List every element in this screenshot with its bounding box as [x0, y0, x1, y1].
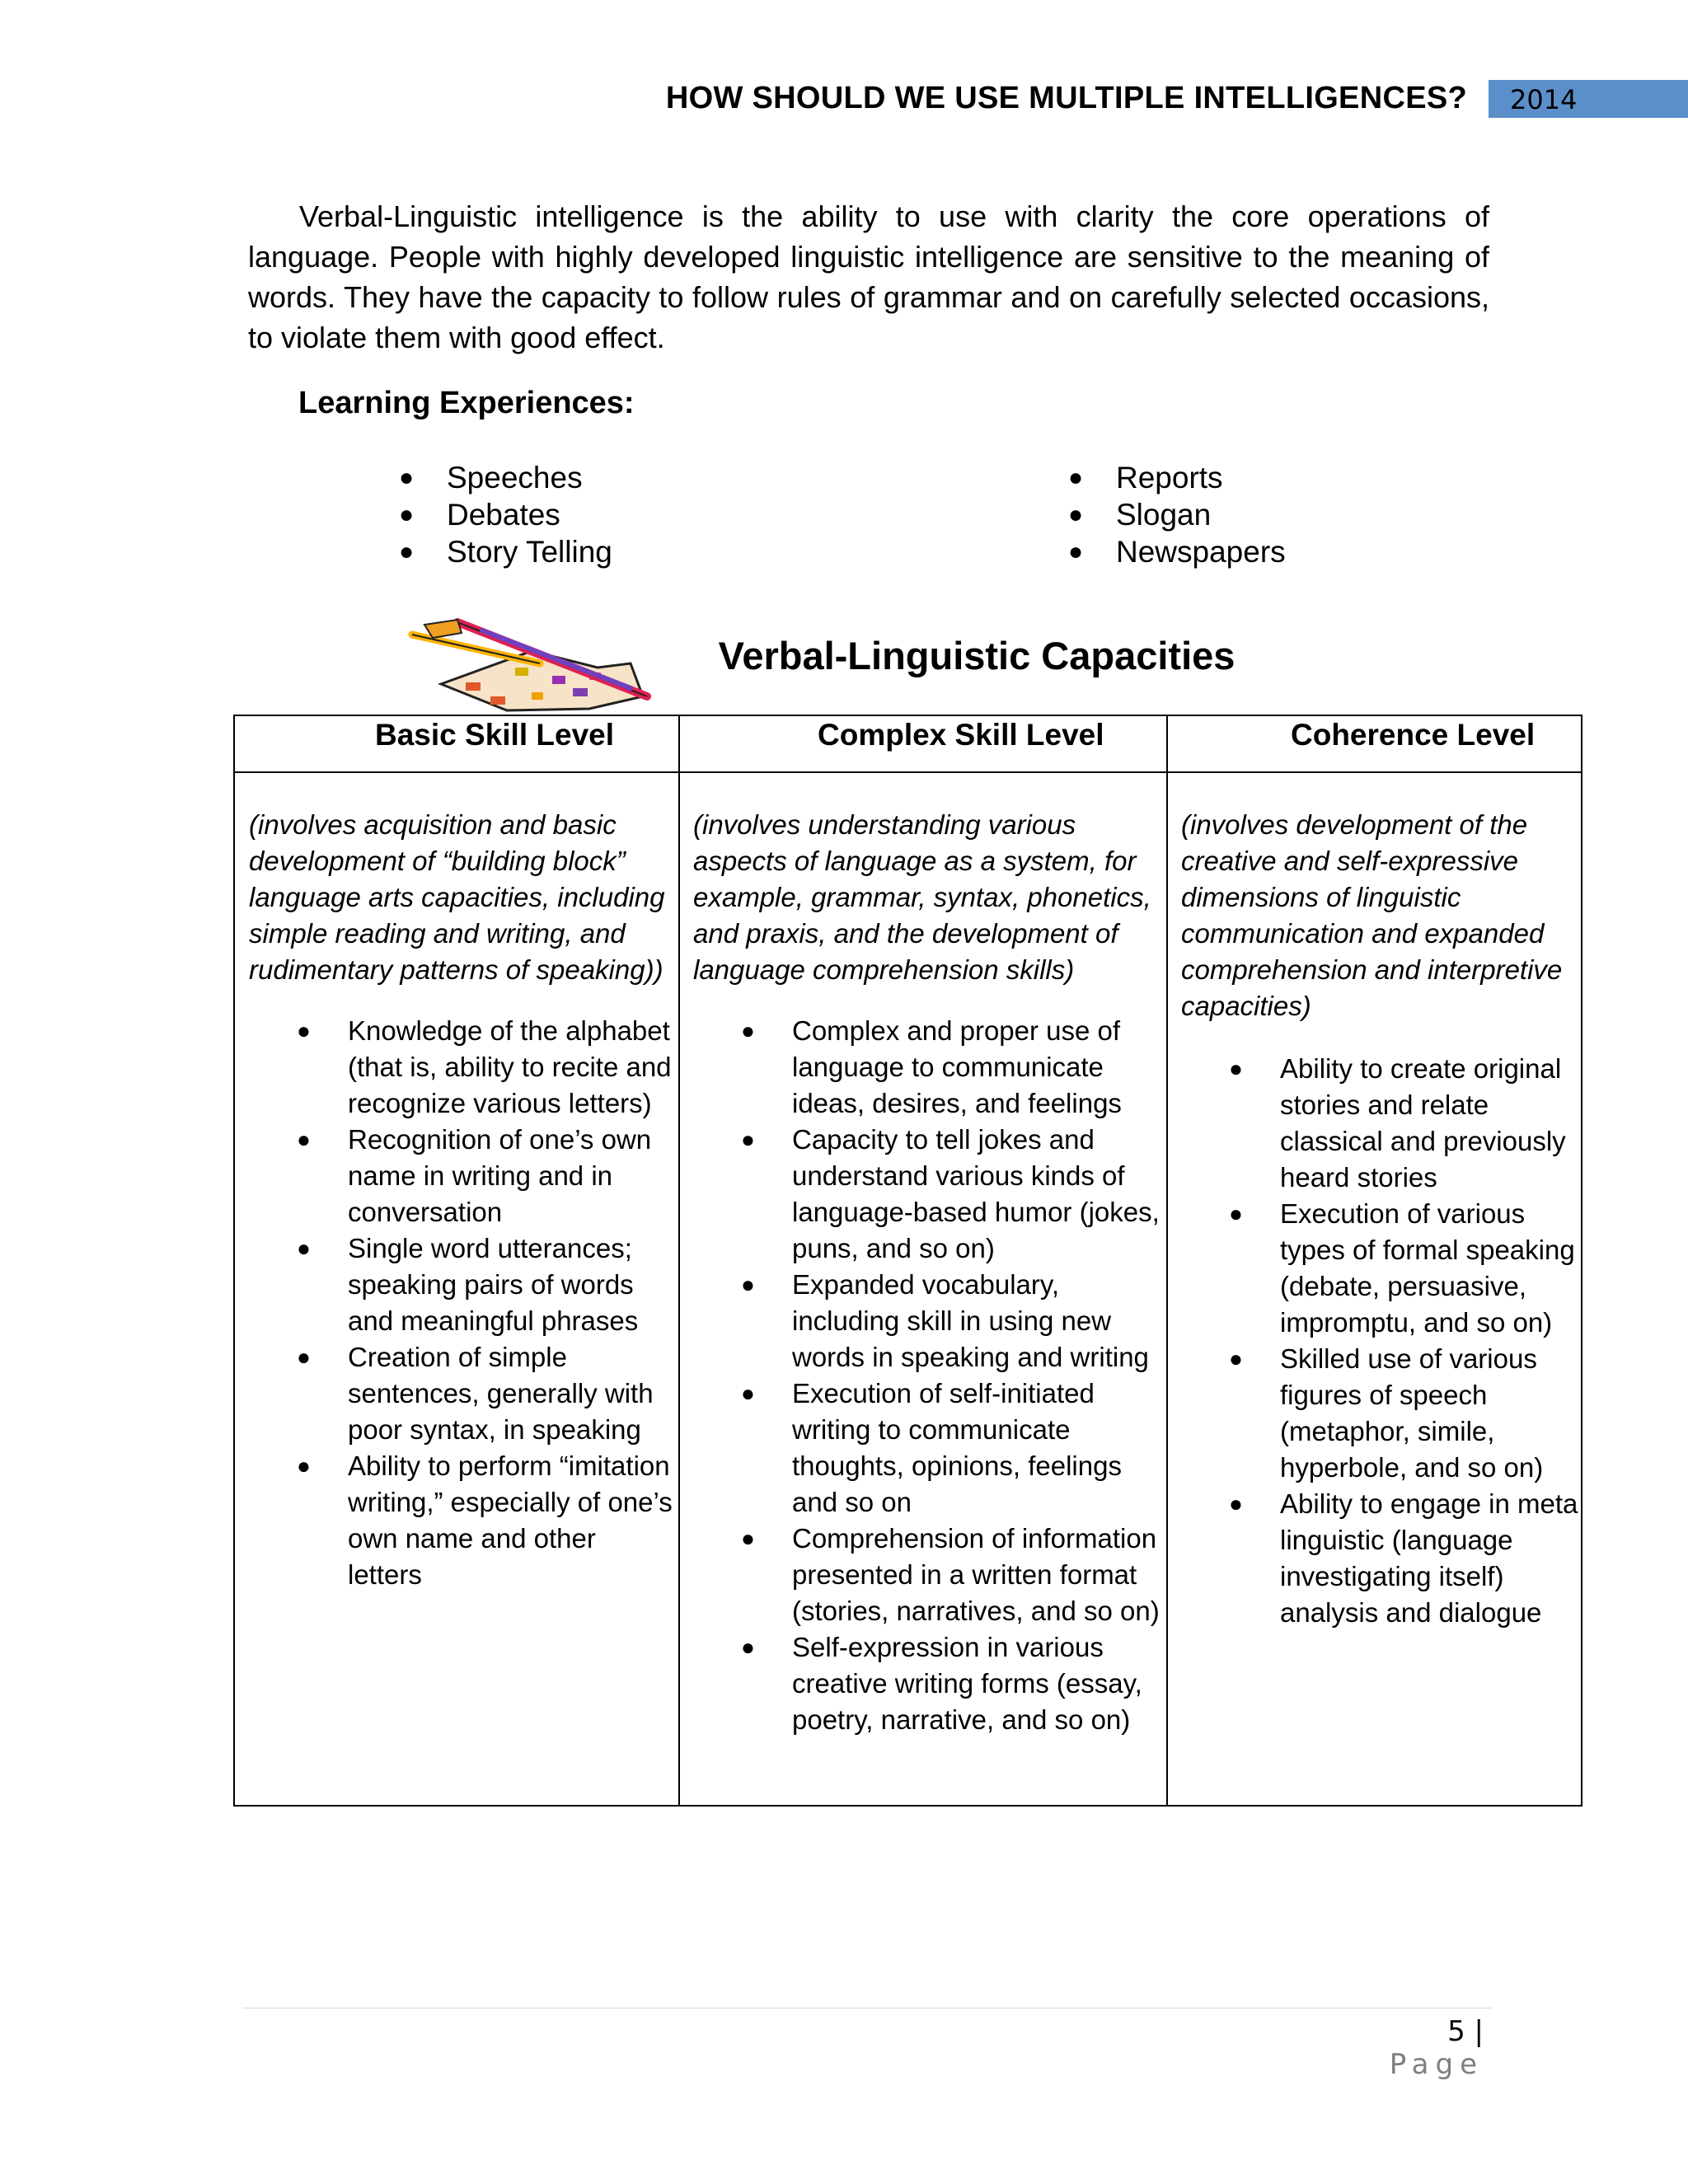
list-item: ● Single word utterances; speaking pairs of words and meaningful phrases	[249, 1230, 673, 1339]
column-heading-basic: Basic Skill Level	[375, 718, 615, 752]
header-year-box	[1489, 80, 1688, 118]
bullet-icon: ●	[1229, 1491, 1243, 1516]
bullet-icon: ●	[741, 1272, 755, 1297]
bullet-icon: ●	[399, 538, 415, 565]
list-item: ● Debates	[399, 498, 560, 532]
list-item: ● Knowledge of the alphabet (that is, ability to recite and recognize various letters)	[249, 1013, 673, 1122]
list-item: ● Execution of various types of formal speaking (debate, persuasive, impromptu, and so on)	[1181, 1196, 1581, 1341]
bullet-icon: ●	[297, 1018, 311, 1043]
list-item: ● Reports	[1068, 461, 1223, 494]
list-item: ● Slogan	[1068, 498, 1212, 532]
list-item: ● Complex and proper use of language to communicate ideas, desires, and feelings	[693, 1013, 1163, 1122]
list-item: ● Expanded vocabulary, including skill in using new words in speaking and writing	[693, 1267, 1163, 1376]
list-item: ● Ability to engage in meta linguistic (language investigating itself) analysis and dialogue	[1181, 1486, 1581, 1631]
learning-list-left	[399, 459, 612, 570]
bullet-icon: ●	[741, 1526, 755, 1551]
page-separator: |	[1474, 2015, 1484, 2048]
table-header-divider	[235, 771, 1581, 773]
page-number-value: 5	[1447, 2015, 1465, 2048]
skill-list	[249, 1013, 673, 1593]
running-header-title: HOW SHOULD WE USE MULTIPLE INTELLIGENCES?	[665, 81, 1467, 115]
list-item: ● Capacity to tell jokes and understand various kinds of language-based humor (jokes, puns, and so on)	[693, 1122, 1163, 1267]
bullet-icon: ●	[741, 1018, 755, 1043]
table-title: Verbal-Linguistic Capacities	[718, 634, 1236, 677]
column-complex	[693, 807, 1163, 1738]
intro-paragraph: Verbal-Linguistic intelligence is the ability to use with clarity the core operations of language. People with highly developed linguistic intelligence are sensitive to the meaning of words. They have the capacity to follow rules of grammar and on carefully selected occasions, to violate them with good effect.	[248, 199, 1489, 354]
list-item: ● Self-expression in various creative writing forms (essay, poetry, narrative, and so on)	[693, 1629, 1163, 1738]
list-item: ● Recognition of one’s own name in writing and in conversation	[249, 1122, 673, 1230]
column-heading-complex: Complex Skill Level	[818, 718, 1104, 752]
bullet-icon: ●	[297, 1344, 311, 1370]
bullet-icon: ●	[399, 501, 415, 528]
learning-list-right	[1068, 459, 1286, 570]
header-year: 2014	[1510, 84, 1578, 115]
list-item: ● Creation of simple sentences, generally with poor syntax, in speaking	[249, 1339, 673, 1448]
list-item: ● Comprehension of information presented in a written format (stories, narratives, and so on)	[693, 1521, 1163, 1629]
bullet-icon: ●	[1068, 501, 1084, 528]
bullet-icon: ●	[1068, 464, 1084, 491]
column-description: (involves acquisition and basic development of “building block” language arts capacities, including simple reading and writing, and rudimentary patterns of speaking))	[249, 809, 665, 985]
column-heading-coherence: Coherence Level	[1291, 718, 1536, 752]
column-coherence	[1181, 807, 1581, 1631]
skill-list	[1181, 1051, 1581, 1631]
list-item: ● Speeches	[399, 461, 583, 494]
bullet-icon: ●	[297, 1235, 311, 1261]
list-item: ● Execution of self-initiated writing to communicate thoughts, opinions, feelings and so on	[693, 1376, 1163, 1521]
capacities-table	[233, 715, 1582, 1807]
list-item: ● Skilled use of various figures of speech (metaphor, simile, hyperbole, and so on)	[1181, 1341, 1581, 1486]
table-divider	[678, 716, 680, 1805]
skill-list	[693, 1013, 1163, 1738]
bullet-icon: ●	[741, 1380, 755, 1406]
bullet-icon: ●	[1229, 1201, 1243, 1226]
bullet-icon: ●	[399, 464, 415, 491]
column-basic	[249, 807, 673, 1593]
page-number	[1352, 2015, 1484, 2081]
column-description: (involves understanding various aspects of language as a system, for example, grammar, syntax, phonetics, and praxis, and the development of language comprehension skills)	[693, 809, 1151, 985]
bullet-icon: ●	[297, 1127, 311, 1152]
learning-experiences-heading: Learning Experiences:	[298, 386, 635, 420]
bullet-icon: ●	[741, 1127, 755, 1152]
bullet-icon: ●	[297, 1453, 311, 1479]
bullet-icon: ●	[741, 1634, 755, 1660]
page-label: Page	[1389, 2048, 1484, 2081]
bullet-icon: ●	[1068, 538, 1084, 565]
list-item: ● Newspapers	[1068, 535, 1286, 569]
bullet-icon: ●	[1229, 1346, 1243, 1371]
list-item: ● Ability to create original stories and relate classical and previously heard stories	[1181, 1051, 1581, 1196]
table-divider	[1166, 716, 1168, 1805]
bullet-icon: ●	[1229, 1056, 1243, 1081]
list-item: ● Ability to perform “imitation writing,” especially of one’s own name and other letters	[249, 1448, 673, 1593]
column-description: (involves development of the creative and self-expressive dimensions of linguistic communication and expanded comprehension and interpretive capacities)	[1181, 809, 1563, 1021]
list-item: ● Story Telling	[399, 535, 612, 569]
